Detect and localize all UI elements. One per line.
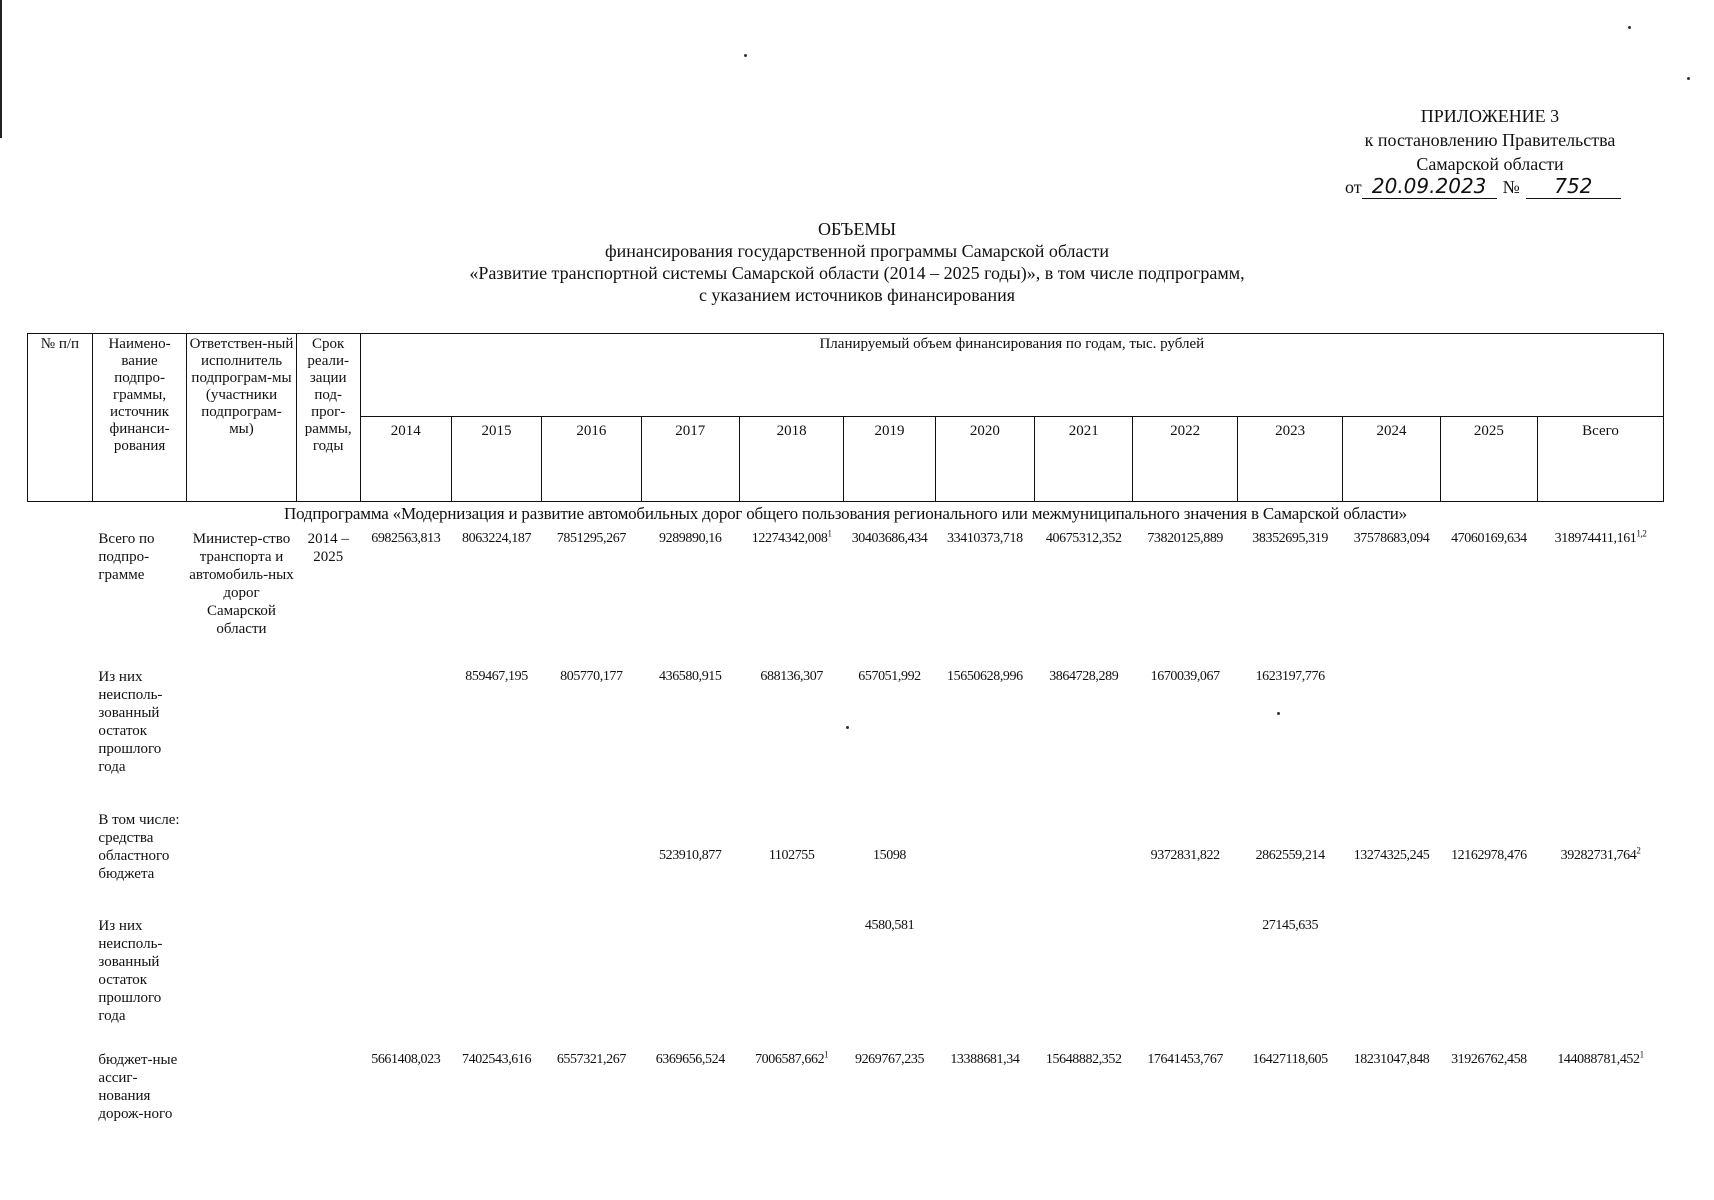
- cell-2016: [542, 909, 641, 1041]
- cell-2015: [451, 909, 541, 1041]
- cell-2017: [641, 909, 739, 1041]
- cell-2014: 6982563,813: [371, 531, 441, 546]
- header-year-2025: 2025: [1440, 417, 1537, 502]
- financing-table: [27, 333, 1664, 1141]
- footnote-mark: 1,2: [1636, 528, 1647, 539]
- cell-2016: 805770,177: [560, 669, 623, 684]
- cell-2015: 8063224,187: [462, 531, 532, 546]
- footnote-mark: 2: [1636, 845, 1641, 856]
- cell-2022: 73820125,889: [1147, 531, 1224, 546]
- header-year-2018: 2018: [739, 417, 843, 502]
- cell-value: 144088781,452: [1557, 1052, 1640, 1067]
- footnote-mark: 1: [1639, 1049, 1644, 1060]
- cell-2022: [1133, 909, 1237, 1041]
- row-label: В том числе: средства областного бюджета: [98, 812, 180, 882]
- cell-2017: 436580,915: [659, 669, 722, 684]
- cell-2019: 4580,581: [864, 918, 915, 933]
- cell-value: 12274342,008: [751, 531, 828, 546]
- cell-2021: [1035, 799, 1133, 909]
- cell-2014: [360, 909, 451, 1041]
- title-line-1: ОБЪЕМЫ: [817, 219, 897, 239]
- cell-2023: 27145,635: [1262, 918, 1319, 933]
- cell-2023: 38352695,319: [1252, 531, 1328, 546]
- title-line-4: с указанием источников финансирования: [698, 285, 1016, 305]
- appendix-title: ПРИЛОЖЕНИЕ 3: [1420, 106, 1560, 126]
- header-period: Срок реали-зации под-прог-раммы, годы: [296, 334, 360, 502]
- cell-total: [1538, 1041, 1664, 1141]
- header-total: Всего: [1538, 417, 1664, 502]
- resolution-date-line: [1345, 174, 1635, 199]
- cell-2024: 18231047,848: [1353, 1052, 1430, 1067]
- cell-2018: [739, 526, 843, 664]
- header-num: № п/п: [28, 334, 93, 502]
- page-edge-mark: [0, 0, 2, 138]
- header-year-2023: 2023: [1237, 417, 1342, 502]
- table-row: [28, 1041, 1664, 1141]
- appendix-line-1: к постановлению Правительства: [1364, 130, 1616, 150]
- row-period: 2014 – 2025: [307, 531, 349, 565]
- header-year-2024: 2024: [1343, 417, 1440, 502]
- header-year-2020: 2020: [935, 417, 1034, 502]
- row-label: бюджет-ные ассиг-нования дорож-ного: [98, 1052, 178, 1122]
- scan-speck: [1628, 26, 1631, 29]
- cell-2017: 6369656,524: [655, 1052, 725, 1067]
- cell-2024: 13274325,245: [1353, 848, 1430, 863]
- header-year-2022: 2022: [1133, 417, 1237, 502]
- cell-2020: 15650628,996: [947, 669, 1023, 684]
- cell-2014: [360, 799, 451, 909]
- number-label: №: [1502, 177, 1520, 197]
- cell-2021: [1035, 909, 1133, 1041]
- cell-2023: 2862559,214: [1255, 848, 1325, 863]
- cell-2023: 1623197,776: [1255, 669, 1325, 684]
- cell-2019: 30403686,434: [851, 531, 928, 546]
- cell-total: [1538, 799, 1664, 909]
- cell-2020: 13388681,34: [950, 1052, 1020, 1067]
- cell-2014: [360, 664, 451, 799]
- scan-speck: [1687, 77, 1690, 80]
- cell-2024: 37578683,094: [1353, 531, 1430, 546]
- table-row: [28, 664, 1664, 799]
- cell-total: [1538, 526, 1664, 664]
- cell-2015: 859467,195: [465, 669, 528, 684]
- header-year-2019: 2019: [844, 417, 935, 502]
- cell-2015: 7402543,616: [462, 1052, 532, 1067]
- row-label: Из них неисполь-зованный остаток прошлого года: [98, 918, 163, 1024]
- appendix-header: [1345, 104, 1635, 176]
- cell-2025: 12162978,476: [1451, 848, 1527, 863]
- cell-2019: 15098: [873, 848, 907, 863]
- cell-2015: [451, 799, 541, 909]
- scan-speck: [1277, 712, 1280, 715]
- appendix-line-2: Самарской области: [1416, 154, 1564, 174]
- table-row: [28, 526, 1664, 664]
- cell-2018: 1102755: [768, 848, 815, 863]
- cell-2024: [1343, 664, 1440, 799]
- cell-2023: 16427118,605: [1252, 1052, 1328, 1067]
- cell-value: 39282731,764: [1560, 848, 1637, 863]
- cell-value: 7006587,662: [755, 1052, 825, 1067]
- scan-speck: [846, 726, 849, 729]
- footnote-mark: 1: [827, 528, 832, 539]
- cell-2020: [935, 909, 1034, 1041]
- cell-2018: [739, 1041, 843, 1141]
- header-year-2015: 2015: [451, 417, 541, 502]
- header-year-2021: 2021: [1035, 417, 1133, 502]
- header-executor: Ответствен-ный исполнитель подпрограм-мы (участники подпрограм-мы): [187, 334, 297, 502]
- cell-2022: 9372831,822: [1150, 848, 1220, 863]
- document-title: [200, 218, 1514, 306]
- header-year-2014: 2014: [360, 417, 451, 502]
- scan-speck: [744, 54, 747, 57]
- cell-2025: 47060169,634: [1451, 531, 1527, 546]
- header-planned: Планируемый объем финансирования по годам, тыс. рублей: [360, 334, 1663, 417]
- title-line-3: «Развитие транспортной системы Самарской области (2014 – 2025 годы)», в том числе подпрограмм,: [469, 263, 1245, 283]
- title-line-2: финансирования государственной программы Самарской области: [604, 241, 1109, 261]
- cell-2019: 657051,992: [858, 669, 921, 684]
- cell-2018: 688136,307: [760, 669, 823, 684]
- cell-2025: [1440, 664, 1537, 799]
- cell-2016: 7851295,267: [556, 531, 626, 546]
- cell-2016: [542, 799, 641, 909]
- header-year-2017: 2017: [641, 417, 739, 502]
- cell-2020: 33410373,718: [947, 531, 1023, 546]
- cell-2022: 17641453,767: [1147, 1052, 1224, 1067]
- cell-2018: [739, 909, 843, 1041]
- row-executor: Министер-ство транспорта и автомобиль-ных дорог Самарской области: [189, 531, 294, 637]
- cell-2021: 40675312,352: [1045, 531, 1122, 546]
- cell-2025: 31926762,458: [1451, 1052, 1527, 1067]
- header-year-2016: 2016: [542, 417, 641, 502]
- row-label: Всего по подпро-грамме: [98, 531, 155, 583]
- table-row: [28, 909, 1664, 1041]
- row-label: Из них неисполь-зованный остаток прошлого года: [98, 669, 163, 775]
- cell-2014: 5661408,023: [371, 1052, 441, 1067]
- subprogram-title: Подпрограмма «Модернизация и развитие автомобильных дорог общего пользования регионального или межмуниципального значения в Самарской области»: [284, 504, 1407, 523]
- cell-2016: 6557321,267: [556, 1052, 626, 1067]
- cell-2021: 15648882,352: [1045, 1052, 1122, 1067]
- handwritten-date: 20.09.2023: [1362, 174, 1497, 199]
- footnote-mark: 1: [824, 1049, 829, 1060]
- cell-2024: [1343, 909, 1440, 1041]
- from-label: от: [1345, 177, 1362, 197]
- cell-total: [1538, 664, 1664, 799]
- cell-2017: 523910,877: [659, 848, 722, 863]
- cell-2017: 9289890,16: [659, 531, 722, 546]
- header-name: Наимено-вание подпро-граммы, источник финанси-рования: [92, 334, 186, 502]
- cell-value: 318974411,161: [1554, 531, 1637, 546]
- cell-2019: 9269767,235: [854, 1052, 925, 1067]
- handwritten-number: 752: [1526, 174, 1621, 199]
- cell-2021: 3864728,289: [1049, 669, 1119, 684]
- table-row: [28, 799, 1664, 909]
- cell-total: [1538, 909, 1664, 1041]
- cell-2020: [935, 799, 1034, 909]
- cell-2022: 1670039,067: [1150, 669, 1220, 684]
- cell-2025: [1440, 909, 1537, 1041]
